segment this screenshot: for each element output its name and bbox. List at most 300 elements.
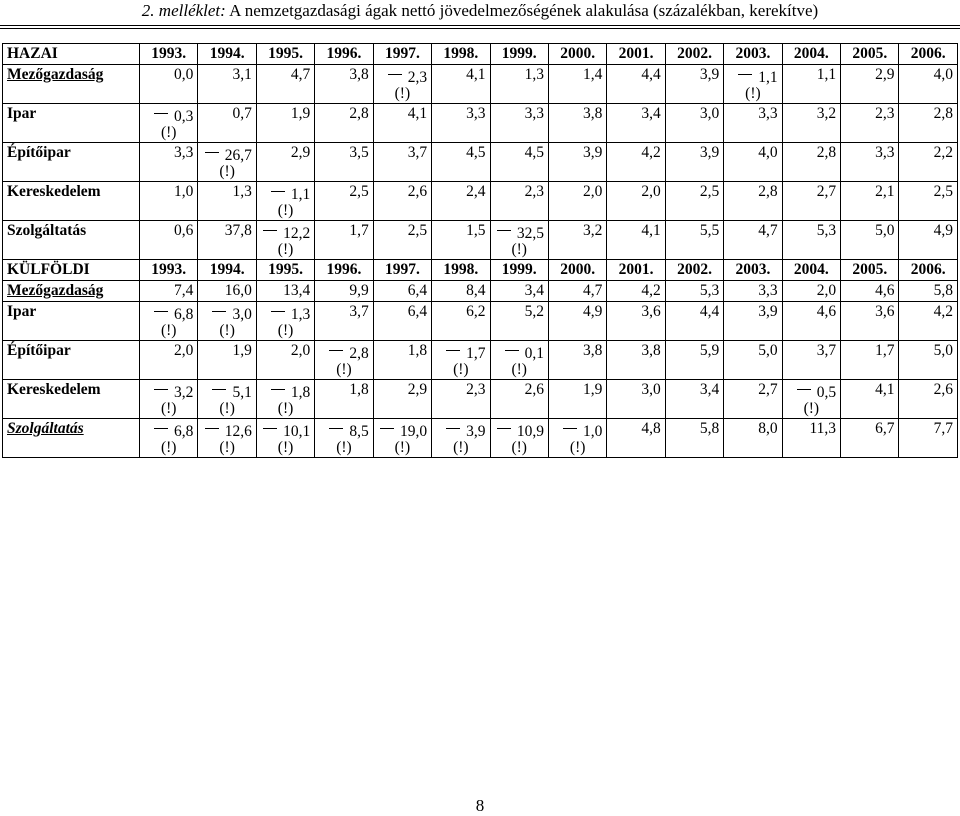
value-cell bbox=[373, 281, 431, 302]
minus-sign bbox=[271, 311, 285, 312]
cell-value: 3,9 bbox=[583, 144, 603, 161]
minus-sign bbox=[205, 428, 219, 429]
value-cell bbox=[198, 65, 256, 104]
cell-value: 6,7 bbox=[875, 420, 895, 437]
year-header-cell: 2001. bbox=[607, 44, 665, 65]
negative-value-cell bbox=[432, 419, 490, 458]
year-header-cell: 2006. bbox=[899, 260, 958, 281]
sector-label: Szolgáltatás bbox=[7, 420, 84, 437]
cell-value: 4,9 bbox=[933, 222, 953, 239]
value-cell bbox=[841, 182, 899, 221]
table-row bbox=[3, 419, 958, 458]
value-cell bbox=[315, 221, 373, 260]
cell-value: 2,0 bbox=[583, 183, 603, 200]
year-header-cell: 2003. bbox=[724, 260, 782, 281]
value-cell bbox=[315, 65, 373, 104]
value-cell bbox=[548, 341, 606, 380]
cell-value: 2,4 bbox=[466, 183, 486, 200]
cell-value: 3,2 bbox=[174, 384, 194, 401]
table-row bbox=[3, 380, 958, 419]
cell-value: 3,0 bbox=[232, 306, 252, 323]
cell-value: 12,6 bbox=[224, 423, 252, 440]
value-cell bbox=[490, 302, 548, 341]
minus-sign bbox=[212, 389, 226, 390]
cell-value: 5,1 bbox=[232, 384, 252, 401]
cell-value: 5,0 bbox=[875, 222, 895, 239]
cell-value: 8,0 bbox=[758, 420, 778, 437]
value-cell bbox=[490, 182, 548, 221]
cell-value: 2,9 bbox=[290, 144, 311, 161]
loss-flag: (!) bbox=[219, 322, 235, 339]
value-cell bbox=[373, 380, 431, 419]
loss-flag: (!) bbox=[336, 361, 352, 378]
minus-sign bbox=[154, 311, 168, 312]
cell-value: 4,1 bbox=[641, 222, 661, 239]
minus-sign bbox=[563, 428, 577, 429]
cell-value: 9,9 bbox=[349, 282, 369, 299]
cell-value: 3,8 bbox=[641, 342, 661, 359]
cell-value: 2,8 bbox=[758, 183, 778, 200]
cell-value: 6,8 bbox=[174, 306, 194, 323]
value-cell bbox=[724, 302, 782, 341]
negative-value-cell bbox=[548, 419, 606, 458]
cell-value: 1,9 bbox=[583, 381, 603, 398]
table-row bbox=[3, 104, 958, 143]
cell-value: 0,0 bbox=[174, 66, 194, 83]
value-cell bbox=[724, 341, 782, 380]
cell-value: 4,1 bbox=[466, 66, 486, 83]
value-cell bbox=[899, 182, 958, 221]
table-row bbox=[3, 143, 958, 182]
year-header-cell: 1994. bbox=[198, 260, 256, 281]
cell-value: 3,4 bbox=[641, 105, 661, 122]
cell-value: 3,1 bbox=[232, 66, 252, 83]
caption-title: A nemzetgazdasági ágak nettó jövedelmezőségének alakulása (százalékban, kerekítve) bbox=[229, 1, 819, 20]
page-number: 8 bbox=[475, 796, 485, 815]
section-header-label: KÜLFÖLDI bbox=[3, 260, 140, 281]
value-cell bbox=[899, 65, 958, 104]
cell-value: 4,5 bbox=[524, 144, 544, 161]
loss-flag: (!) bbox=[160, 439, 177, 456]
minus-sign bbox=[497, 428, 511, 429]
year-header-cell: 2005. bbox=[841, 44, 899, 65]
table-row bbox=[3, 302, 958, 341]
negative-value-cell bbox=[490, 221, 548, 260]
value-cell bbox=[665, 65, 723, 104]
loss-flag: (!) bbox=[511, 361, 527, 378]
value-cell bbox=[724, 143, 782, 182]
year-header-cell: 1995. bbox=[256, 44, 314, 65]
value-cell bbox=[782, 221, 840, 260]
value-cell bbox=[373, 302, 431, 341]
year-header-cell: 1997. bbox=[373, 260, 431, 281]
loss-flag: (!) bbox=[219, 400, 235, 417]
cell-value: 2,1 bbox=[875, 183, 895, 200]
value-cell bbox=[724, 380, 782, 419]
cell-value: 1,9 bbox=[290, 105, 311, 122]
cell-value: 3,3 bbox=[875, 144, 895, 161]
value-cell bbox=[841, 419, 899, 458]
cell-value: 2,6 bbox=[407, 183, 428, 200]
cell-value: 2,5 bbox=[349, 183, 369, 200]
value-cell bbox=[724, 221, 782, 260]
cell-value: 5,3 bbox=[816, 222, 837, 239]
value-cell bbox=[490, 104, 548, 143]
cell-value: 32,5 bbox=[516, 225, 544, 242]
value-cell bbox=[607, 104, 665, 143]
value-cell bbox=[899, 302, 958, 341]
cell-value: 2,0 bbox=[816, 282, 837, 299]
cell-value: 3,0 bbox=[641, 381, 661, 398]
sector-label: Kereskedelem bbox=[7, 381, 101, 398]
loss-flag: (!) bbox=[160, 322, 177, 339]
cell-value: 2,7 bbox=[758, 381, 778, 398]
value-cell bbox=[373, 104, 431, 143]
loss-flag: (!) bbox=[453, 439, 469, 456]
value-cell bbox=[724, 281, 782, 302]
value-cell bbox=[607, 143, 665, 182]
sector-cell bbox=[3, 143, 140, 182]
loss-flag: (!) bbox=[277, 400, 294, 417]
minus-sign bbox=[212, 311, 226, 312]
year-header-cell: 1993. bbox=[140, 44, 198, 65]
table-caption bbox=[0, 0, 960, 22]
minus-sign bbox=[380, 428, 394, 429]
value-cell bbox=[256, 281, 314, 302]
cell-value: 2,8 bbox=[933, 105, 953, 122]
negative-value-cell bbox=[724, 65, 782, 104]
value-cell bbox=[373, 221, 431, 260]
value-cell bbox=[256, 65, 314, 104]
sector-cell bbox=[3, 419, 140, 458]
table-row bbox=[3, 65, 958, 104]
value-cell bbox=[490, 65, 548, 104]
value-cell bbox=[373, 341, 431, 380]
minus-sign bbox=[271, 389, 285, 390]
minus-sign bbox=[738, 74, 752, 75]
value-cell bbox=[432, 143, 490, 182]
cell-value: 1,7 bbox=[466, 345, 486, 362]
sector-label: Építőipar bbox=[7, 342, 71, 359]
cell-value: 1,5 bbox=[466, 222, 486, 239]
cell-value: 4,6 bbox=[816, 303, 837, 320]
negative-value-cell bbox=[256, 302, 314, 341]
cell-value: 3,2 bbox=[583, 222, 603, 239]
loss-flag: (!) bbox=[511, 439, 527, 456]
loss-flag: (!) bbox=[160, 124, 177, 141]
cell-value: 2,5 bbox=[407, 222, 428, 239]
year-header-cell: 2002. bbox=[665, 44, 723, 65]
value-cell bbox=[548, 182, 606, 221]
cell-value: 4,0 bbox=[758, 144, 778, 161]
value-cell bbox=[198, 182, 256, 221]
cell-value: 6,4 bbox=[407, 282, 428, 299]
value-cell bbox=[548, 104, 606, 143]
value-cell bbox=[782, 182, 840, 221]
year-header-cell: 2005. bbox=[841, 260, 899, 281]
year-header-cell: 1996. bbox=[315, 44, 373, 65]
cell-value: 2,5 bbox=[933, 183, 953, 200]
cell-value: 0,5 bbox=[816, 384, 837, 401]
sector-label: Ipar bbox=[7, 105, 37, 122]
negative-value-cell bbox=[198, 143, 256, 182]
cell-value: 2,0 bbox=[641, 183, 661, 200]
cell-value: 2,8 bbox=[816, 144, 837, 161]
sector-cell bbox=[3, 281, 140, 302]
value-cell bbox=[607, 419, 665, 458]
minus-sign bbox=[205, 152, 219, 153]
cell-value: 2,0 bbox=[174, 342, 194, 359]
cell-value: 4,4 bbox=[699, 303, 720, 320]
sector-cell bbox=[3, 104, 140, 143]
sector-cell bbox=[3, 302, 140, 341]
negative-value-cell bbox=[256, 221, 314, 260]
negative-value-cell bbox=[198, 419, 256, 458]
value-cell bbox=[665, 104, 723, 143]
value-cell bbox=[432, 221, 490, 260]
cell-value: 2,3 bbox=[407, 69, 428, 86]
value-cell bbox=[841, 143, 899, 182]
value-cell bbox=[140, 65, 198, 104]
loss-flag: (!) bbox=[219, 163, 235, 180]
cell-value: 3,6 bbox=[641, 303, 661, 320]
value-cell bbox=[548, 302, 606, 341]
cell-value: 1,9 bbox=[232, 342, 252, 359]
cell-value: 2,0 bbox=[290, 342, 311, 359]
loss-flag: (!) bbox=[277, 241, 294, 258]
loss-flag: (!) bbox=[277, 439, 294, 456]
table-body bbox=[3, 44, 958, 458]
value-cell bbox=[432, 104, 490, 143]
loss-flag: (!) bbox=[394, 439, 411, 456]
loss-flag: (!) bbox=[745, 85, 761, 102]
year-header-cell: 1995. bbox=[256, 260, 314, 281]
value-cell bbox=[665, 221, 723, 260]
sector-label: Kereskedelem bbox=[7, 183, 101, 200]
cell-value: 5,8 bbox=[699, 420, 720, 437]
cell-value: 0,6 bbox=[174, 222, 194, 239]
cell-value: 3,6 bbox=[875, 303, 895, 320]
sector-label: Ipar bbox=[7, 303, 37, 320]
value-cell bbox=[315, 143, 373, 182]
minus-sign bbox=[797, 389, 811, 390]
loss-flag: (!) bbox=[453, 361, 469, 378]
negative-value-cell bbox=[490, 419, 548, 458]
value-cell bbox=[899, 341, 958, 380]
cell-value: 4,2 bbox=[641, 144, 661, 161]
negative-value-cell bbox=[198, 380, 256, 419]
value-cell bbox=[899, 143, 958, 182]
value-cell bbox=[256, 104, 314, 143]
negative-value-cell bbox=[432, 341, 490, 380]
year-header-cell: 2001. bbox=[607, 260, 665, 281]
cell-value: 2,9 bbox=[407, 381, 428, 398]
value-cell bbox=[665, 281, 723, 302]
value-cell bbox=[665, 380, 723, 419]
cell-value: 4,2 bbox=[641, 282, 661, 299]
cell-value: 1,1 bbox=[758, 69, 778, 86]
cell-value: 4,1 bbox=[407, 105, 428, 122]
value-cell bbox=[665, 143, 723, 182]
section-header-row bbox=[3, 44, 958, 65]
value-cell bbox=[782, 341, 840, 380]
cell-value: 5,9 bbox=[699, 342, 720, 359]
value-cell bbox=[899, 380, 958, 419]
year-header-cell: 1997. bbox=[373, 44, 431, 65]
value-cell bbox=[432, 302, 490, 341]
value-cell bbox=[782, 302, 840, 341]
value-cell bbox=[782, 65, 840, 104]
cell-value: 1,0 bbox=[174, 183, 194, 200]
loss-flag: (!) bbox=[394, 85, 411, 102]
value-cell bbox=[782, 281, 840, 302]
cell-value: 10,1 bbox=[283, 423, 311, 440]
value-cell bbox=[665, 341, 723, 380]
section-header-row bbox=[3, 260, 958, 281]
cell-value: 6,2 bbox=[466, 303, 486, 320]
value-cell bbox=[841, 65, 899, 104]
table-row bbox=[3, 182, 958, 221]
year-header-cell: 2004. bbox=[782, 260, 840, 281]
cell-value: 2,2 bbox=[933, 144, 953, 161]
cell-value: 1,0 bbox=[583, 423, 603, 440]
value-cell bbox=[607, 341, 665, 380]
cell-value: 3,4 bbox=[524, 282, 544, 299]
value-cell bbox=[315, 380, 373, 419]
value-cell bbox=[841, 380, 899, 419]
value-cell bbox=[841, 341, 899, 380]
minus-sign bbox=[263, 428, 277, 429]
cell-value: 2,7 bbox=[816, 183, 837, 200]
cell-value: 3,8 bbox=[583, 342, 603, 359]
cell-value: 4,5 bbox=[466, 144, 486, 161]
loss-flag: (!) bbox=[277, 202, 294, 219]
cell-value: 3,7 bbox=[349, 303, 369, 320]
cell-value: 1,3 bbox=[290, 306, 311, 323]
cell-value: 5,8 bbox=[933, 282, 953, 299]
year-header-cell: 2003. bbox=[724, 44, 782, 65]
cell-value: 0,7 bbox=[232, 105, 252, 122]
cell-value: 19,0 bbox=[399, 423, 428, 440]
value-cell bbox=[373, 182, 431, 221]
year-header-cell: 2004. bbox=[782, 44, 840, 65]
cell-value: 2,9 bbox=[875, 66, 895, 83]
value-cell bbox=[607, 65, 665, 104]
cell-value: 37,8 bbox=[224, 222, 252, 239]
cell-value: 3,3 bbox=[758, 105, 778, 122]
value-cell bbox=[841, 281, 899, 302]
negative-value-cell bbox=[140, 302, 198, 341]
cell-value: 6,4 bbox=[407, 303, 428, 320]
value-cell bbox=[665, 182, 723, 221]
year-header-cell: 1998. bbox=[432, 44, 490, 65]
cell-value: 1,8 bbox=[290, 384, 311, 401]
value-cell bbox=[607, 281, 665, 302]
cell-value: 7,4 bbox=[174, 282, 194, 299]
value-cell bbox=[315, 104, 373, 143]
cell-value: 3,3 bbox=[174, 144, 194, 161]
cell-value: 3,3 bbox=[758, 282, 778, 299]
cell-value: 5,2 bbox=[524, 303, 544, 320]
value-cell bbox=[724, 182, 782, 221]
value-cell bbox=[782, 419, 840, 458]
cell-value: 16,0 bbox=[224, 282, 252, 299]
cell-value: 4,8 bbox=[641, 420, 661, 437]
minus-sign bbox=[505, 350, 519, 351]
cell-value: 11,3 bbox=[809, 420, 837, 437]
value-cell bbox=[841, 221, 899, 260]
caption-prefix: 2. melléklet: bbox=[141, 1, 226, 20]
value-cell bbox=[432, 182, 490, 221]
year-header-cell: 2002. bbox=[665, 260, 723, 281]
negative-value-cell bbox=[256, 380, 314, 419]
loss-flag: (!) bbox=[277, 322, 294, 339]
cell-value: 1,7 bbox=[875, 342, 895, 359]
cell-value: 3,4 bbox=[699, 381, 720, 398]
caption-rule-bottom bbox=[0, 28, 960, 29]
negative-value-cell bbox=[140, 380, 198, 419]
cell-value: 4,7 bbox=[583, 282, 603, 299]
minus-sign bbox=[446, 350, 460, 351]
cell-value: 4,6 bbox=[875, 282, 895, 299]
value-cell bbox=[490, 281, 548, 302]
cell-value: 4,4 bbox=[641, 66, 661, 83]
minus-sign bbox=[271, 191, 285, 192]
cell-value: 2,3 bbox=[875, 105, 895, 122]
cell-value: 4,0 bbox=[933, 66, 953, 83]
sector-cell bbox=[3, 182, 140, 221]
value-cell bbox=[607, 182, 665, 221]
cell-value: 3,5 bbox=[349, 144, 369, 161]
cell-value: 2,5 bbox=[699, 183, 720, 200]
value-cell bbox=[490, 143, 548, 182]
value-cell bbox=[782, 143, 840, 182]
cell-value: 26,7 bbox=[224, 147, 252, 164]
profitability-table bbox=[2, 43, 958, 458]
negative-value-cell bbox=[373, 65, 431, 104]
value-cell bbox=[432, 380, 490, 419]
table-row bbox=[3, 221, 958, 260]
negative-value-cell bbox=[256, 182, 314, 221]
cell-value: 4,7 bbox=[290, 66, 311, 83]
year-header-cell: 1996. bbox=[315, 260, 373, 281]
cell-value: 2,3 bbox=[466, 381, 486, 398]
year-header-cell: 1994. bbox=[198, 44, 256, 65]
cell-value: 4,2 bbox=[933, 303, 953, 320]
cell-value: 4,7 bbox=[758, 222, 778, 239]
value-cell bbox=[548, 380, 606, 419]
negative-value-cell bbox=[140, 104, 198, 143]
value-cell bbox=[198, 341, 256, 380]
value-cell bbox=[256, 341, 314, 380]
cell-value: 2,3 bbox=[524, 183, 544, 200]
cell-value: 10,9 bbox=[516, 423, 544, 440]
value-cell bbox=[899, 419, 958, 458]
cell-value: 0,1 bbox=[524, 345, 544, 362]
cell-value: 3,9 bbox=[466, 423, 486, 440]
negative-value-cell bbox=[256, 419, 314, 458]
table-row bbox=[3, 341, 958, 380]
section-header-label: HAZAI bbox=[3, 44, 140, 65]
value-cell bbox=[373, 143, 431, 182]
loss-flag: (!) bbox=[219, 439, 235, 456]
negative-value-cell bbox=[140, 419, 198, 458]
cell-value: 8,5 bbox=[349, 423, 369, 440]
cell-value: 6,8 bbox=[174, 423, 194, 440]
cell-value: 2,8 bbox=[349, 105, 369, 122]
loss-flag: (!) bbox=[336, 439, 352, 456]
value-cell bbox=[315, 302, 373, 341]
